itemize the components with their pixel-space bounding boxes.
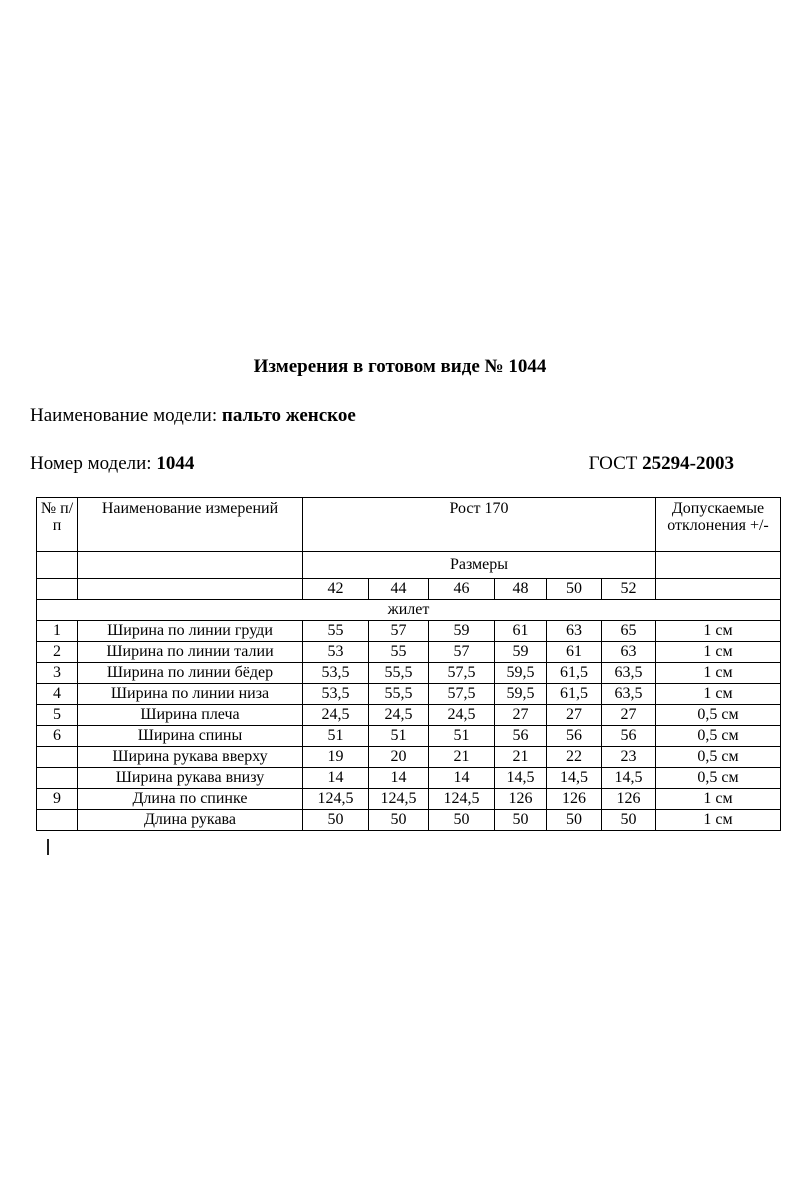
deviation-cell: 1 см (656, 684, 781, 705)
table-row (37, 642, 781, 663)
size-value-cell: 23 (602, 747, 656, 768)
size-value-cell: 27 (495, 705, 547, 726)
sizes-label-row (37, 552, 781, 579)
table-row (37, 768, 781, 789)
size-value-cell: 126 (602, 789, 656, 810)
size-value-cell: 63,5 (602, 663, 656, 684)
text-cursor-mark (47, 839, 49, 855)
deviation-cell: 1 см (656, 642, 781, 663)
size-value-cell: 14 (303, 768, 369, 789)
model-number-value: 1044 (156, 453, 195, 474)
size-value-cell: 57 (429, 642, 495, 663)
table-row (37, 663, 781, 684)
table-row (37, 747, 781, 768)
size-value-cell: 61,5 (547, 684, 602, 705)
model-number-label: Номер модели: (30, 453, 152, 474)
measurements-table (36, 497, 781, 831)
measurement-name-cell: Ширина по линии талии (78, 642, 303, 663)
header-cell-measurement-name: Наименование измерений (78, 498, 303, 552)
size-value-cell: 59,5 (495, 663, 547, 684)
deviation-cell: 0,5 см (656, 747, 781, 768)
size-value-cell: 50 (303, 810, 369, 831)
model-name-value: пальто женское (221, 405, 356, 426)
deviation-cell: 0,5 см (656, 705, 781, 726)
size-value-cell: 14 (429, 768, 495, 789)
size-value-cell: 53,5 (303, 663, 369, 684)
size-value-cell: 24,5 (429, 705, 495, 726)
size-value-cell: 53 (303, 642, 369, 663)
row-number-cell: 3 (37, 663, 78, 684)
empty-cell (656, 552, 781, 579)
gost-reference (589, 453, 734, 475)
size-value-cell: 57 (369, 621, 429, 642)
size-value-cell: 51 (369, 726, 429, 747)
size-value-cell: 27 (547, 705, 602, 726)
size-cell: 50 (547, 579, 602, 600)
size-value-cell: 19 (303, 747, 369, 768)
table-header-row (37, 498, 781, 552)
deviation-cell: 0,5 см (656, 768, 781, 789)
measurement-name-cell: Ширина рукава вверху (78, 747, 303, 768)
empty-cell (78, 552, 303, 579)
header-cell-number: № п/п (37, 498, 78, 552)
size-value-cell: 124,5 (369, 789, 429, 810)
measurement-name-cell: Ширина плеча (78, 705, 303, 726)
size-value-cell: 124,5 (429, 789, 495, 810)
size-value-cell: 14,5 (547, 768, 602, 789)
model-number (30, 453, 194, 475)
model-name-line (30, 405, 356, 427)
garment-group-cell: жилет (37, 600, 781, 621)
empty-cell (656, 579, 781, 600)
size-value-cell: 59 (495, 642, 547, 663)
model-name-label: Наименование модели: (30, 405, 218, 426)
size-value-cell: 21 (429, 747, 495, 768)
size-value-cell: 126 (547, 789, 602, 810)
size-cell: 48 (495, 579, 547, 600)
size-value-cell: 21 (495, 747, 547, 768)
measurement-rows (37, 621, 781, 831)
size-value-cell: 55 (303, 621, 369, 642)
table-row (37, 789, 781, 810)
size-value-cell: 24,5 (369, 705, 429, 726)
size-value-cell: 65 (602, 621, 656, 642)
table-row (37, 705, 781, 726)
row-number-cell: 1 (37, 621, 78, 642)
size-value-cell: 51 (429, 726, 495, 747)
size-value-cell: 24,5 (303, 705, 369, 726)
garment-group-row (37, 600, 781, 621)
size-value-cell: 51 (303, 726, 369, 747)
deviation-cell: 1 см (656, 663, 781, 684)
size-value-cell: 61 (547, 642, 602, 663)
size-value-cell: 53,5 (303, 684, 369, 705)
sizes-label-cell: Размеры (303, 552, 656, 579)
measurement-name-cell: Длина рукава (78, 810, 303, 831)
sizes-row (37, 579, 781, 600)
measurement-name-cell: Ширина по линии низа (78, 684, 303, 705)
size-value-cell: 20 (369, 747, 429, 768)
header-cell-deviation: Допускаемые отклонения +/- (656, 498, 781, 552)
table-row (37, 684, 781, 705)
gost-label: ГОСТ (588, 453, 638, 474)
size-value-cell: 57,5 (429, 684, 495, 705)
deviation-cell: 1 см (656, 621, 781, 642)
deviation-cell: 0,5 см (656, 726, 781, 747)
empty-cell (37, 552, 78, 579)
size-cell: 44 (369, 579, 429, 600)
size-value-cell: 63 (602, 642, 656, 663)
size-cell: 46 (429, 579, 495, 600)
row-number-cell (37, 747, 78, 768)
table-row (37, 621, 781, 642)
size-value-cell: 55 (369, 642, 429, 663)
row-number-cell: 2 (37, 642, 78, 663)
size-value-cell: 61 (495, 621, 547, 642)
size-value-cell: 22 (547, 747, 602, 768)
size-value-cell: 27 (602, 705, 656, 726)
page-title: Измерения в готовом виде № 1044 (253, 356, 547, 377)
empty-cell (37, 579, 78, 600)
size-value-cell: 50 (429, 810, 495, 831)
size-value-cell: 63 (547, 621, 602, 642)
measurement-name-cell: Ширина по линии груди (78, 621, 303, 642)
table-row (37, 726, 781, 747)
measurement-name-cell: Ширина спины (78, 726, 303, 747)
row-number-cell: 5 (37, 705, 78, 726)
header-cell-height: Рост 170 (303, 498, 656, 552)
size-value-cell: 57,5 (429, 663, 495, 684)
size-value-cell: 126 (495, 789, 547, 810)
size-value-cell: 50 (495, 810, 547, 831)
deviation-cell: 1 см (656, 810, 781, 831)
size-value-cell: 56 (547, 726, 602, 747)
row-number-cell: 9 (37, 789, 78, 810)
deviation-cell: 1 см (656, 789, 781, 810)
size-value-cell: 50 (547, 810, 602, 831)
size-value-cell: 61,5 (547, 663, 602, 684)
size-value-cell: 124,5 (303, 789, 369, 810)
size-value-cell: 50 (602, 810, 656, 831)
size-value-cell: 59 (429, 621, 495, 642)
measurement-name-cell: Ширина рукава внизу (78, 768, 303, 789)
size-value-cell: 59,5 (495, 684, 547, 705)
size-value-cell: 63,5 (602, 684, 656, 705)
size-value-cell: 55,5 (369, 684, 429, 705)
measurement-name-cell: Длина по спинке (78, 789, 303, 810)
size-cell: 42 (303, 579, 369, 600)
row-number-cell: 6 (37, 726, 78, 747)
size-value-cell: 56 (495, 726, 547, 747)
measurement-name-cell: Ширина по линии бёдер (78, 663, 303, 684)
size-value-cell: 14,5 (495, 768, 547, 789)
table-row (37, 810, 781, 831)
size-value-cell: 14 (369, 768, 429, 789)
size-value-cell: 55,5 (369, 663, 429, 684)
size-value-cell: 50 (369, 810, 429, 831)
row-number-cell: 4 (37, 684, 78, 705)
model-number-line (30, 453, 734, 475)
empty-cell (78, 579, 303, 600)
row-number-cell (37, 810, 78, 831)
size-value-cell: 56 (602, 726, 656, 747)
size-value-cell: 14,5 (602, 768, 656, 789)
gost-number: 25294-2003 (642, 453, 734, 474)
size-cell: 52 (602, 579, 656, 600)
row-number-cell (37, 768, 78, 789)
